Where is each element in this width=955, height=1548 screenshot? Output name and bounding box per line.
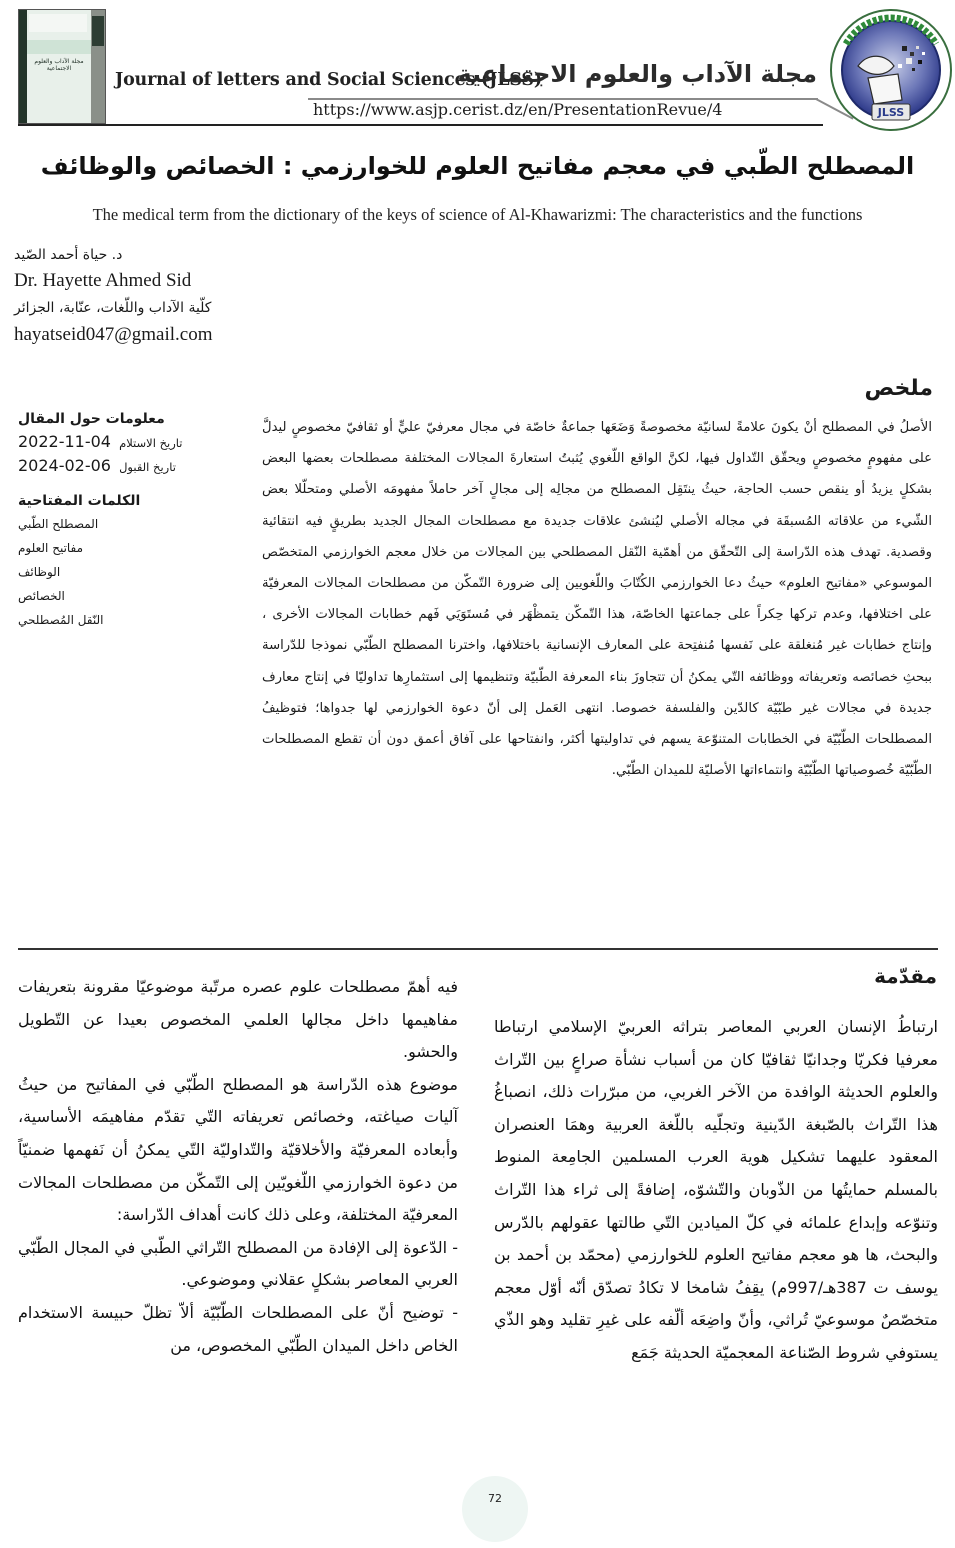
keyword-item: مفاتيح العلوم [18,541,84,555]
objective-item: - توضيح أنّ على المصطلحات الطّبّيّة ألاّ تظلّ حبيسة الاستخدام الخاص داخل الميدان الطّبّي المخصوص، من [18,1302,458,1355]
svg-text:JLSS: JLSS [877,106,905,119]
abstract-body: الأصلُ في المصطلح أنْ يكونَ علامةً لسانيّة مخصوصةً وَضَعَها جماعةٌ خاصّة في مجال معرفيّ عليٍّ أو ثقافيّ مخصوصٍ ليدلَّ على مفهومٍ مخصوصٍ ويحقّق التّداول فيها، لكنَّ الواقع اللّغوي يُثبتُ استعارةَ المجالات المختلفة مصطلحات بعضها البعض بشكلٍ يزيدُ أو ينقص حسب الحاجة، حيثُ ينتَقِل المصطلح من مجالِه إلى مجالٍ آخر حاملاً مفهومَه الأصلي ومتحلّلا بعض الشّيء من علاقاته المُسبقَة في مجاله الأصلي ليُنشئ علاقات جديدة مع مصطلحات المجال الجديد بطريقٍ فيه انتقائية وقصدية. تهدف هذه الدّراسة إلى التّحقّق من أهمّية النّقل المصطلحي بين المجالات من خلال معجم الخوارزمي المتخصّص الموسوعي «مفاتيح العلوم» حيثُ دعا الخوارزمي الكُتّابَ واللّغويين إلى ضرورة التّمكّن من مصطلحات المجالات المعرفيّة على اختلافها، وعدم تركها حِكراً على جماعتها الخاصّة، هذا التّمكّن يتمظْهَر في مُستَوَيَي فَهم خطابات المجالات الأخرى ، وإنتاج خطابات غير مُنغلقة على نَفسها مُنفتِحة على المعارف الإنسانية باختلافها، واخترنا المصطلح الطّبّي نموذجا للدّراسة ببحثِ خصائصه وتعريفاته ووظائفه التّي يمكنُ أن تتجاوزَ بناء المعرفة الطّبيّة وتنظيمها إلى استثمارِها تداوليّا في إنتاج معارف جديدة في مجالات غير طبّيّة كالدّين والفلسفة خصوصا. انتهى العَمل إلى أنّ دعوة الخوارزمي لها جدواها؛ فتوظيفُ المصطلحات الطّبّيّة في الخطابات المتنوّعة يسهم في تداوليتها أكثر، وانفتاحها على آفاق أعمق دون أن تقطع المصطلحات الطّبّيّة خُصوصياتها الطّبّيّة وانتماءاتها الأصليّة للميدان الطّبّي. [262,420,932,779]
received-date-row [18,430,218,454]
author-email-link[interactable]: hayatseid047@gmail.com [14,324,213,345]
journal-cover-thumbnail [18,9,106,124]
body-paragraph: ارتباطُ الإنسان العربي المعاصر بتراثه العربيّ الإسلامي ارتباطا معرفيا فكريّا وجدانيّا ثقافيّا كان من أسباب نشأة صراعٍ بين التّراث والعلوم الحديثة الوافدة من الآخر الغربي، من مبرّرات ذلك، انصباغُ هذا التّراث بالصّبغة الدّينية وتجلّيه باللّغة العربية وهمَا العنصران المعقود عليهما تشكيل هوية العرب المسلمين الجامِعة المنوط بالمسلم حمايتُها من الذّوبان والتّشوّه، إضافةً إلى ثراء هذا التّراث وتنوّعه وإبداع علمائه في كلّ الميادين التّي طالتها عقولهم بالدّرس والبحث، ها هو معجم مفاتيح العلوم للخوارزمي (محمّد بن أحمد بن يوسف ت 387هـ/997م) يقِفُ شامخا لا تكادُ تصدّق أنّه أوّل معجم متخصّصٌ موسوعيّ تُراثي، وأنّ واضِعَه ألّفه على غيرِ تقليد وهو الذّي يستوفي شروط الصّناعة المعجميّة الحديثة جَمَع [494,1017,939,1362]
body-paragraph: موضوع هذه الدّراسة هو المصطلح الطّبّي في المفاتيح من حيثُ آليات صياغته، وخصائص تعريفاته التّي تقدّم مفاهيمَه الأساسية، وأبعاده المعرفيّة والأخلاقيّة والتّداوليّة التّي يمكنُ أن نَفهمها ضمنيّاً من دعوة الخوارزمي اللّغويّين إلى التّمكّن من مصطلحات المجالات المعرفيّة المختلفة، وعلى ذلك كانت أهداف الدّراسة: [18,1074,458,1225]
keywords-heading: الكلمات المفتاحية [18,493,141,509]
received-date: 2022-11-04 [18,432,111,451]
journal-logo-icon [828,4,954,138]
author-name-en: Dr. Hayette Ahmed Sid [14,270,192,291]
received-label: تاريخ الاستلام [119,436,183,450]
author-name-ar: د. حياة أحمد الصّيد [14,247,123,263]
cover-header-strip [29,14,87,32]
keyword-item: الوظائف [18,565,61,579]
article-info-panel [18,408,218,632]
accepted-date-row [18,454,218,478]
keyword-item: المصطلح الطّبي [18,517,99,531]
journal-name-ar: مجلة الآداب والعلوم الاجتماعية [457,60,817,88]
body-column-left [18,971,458,1362]
article-title-ar: المصطلح الطّبي في معجم مفاتيح العلوم للخوارزمي : الخصائص والوظائف [40,152,915,180]
introduction-heading: مقدّمة [874,964,937,988]
author-block [14,243,314,349]
page-number: 72 [462,1476,528,1542]
author-affiliation: كلّية الآداب واللّغات، عنّابة، الجزائر [14,300,212,316]
article-title-en: The medical term from the dictionary of the keys of science of Al-Khawarizmi: The characteristics and the functions [92,205,863,224]
journal-name-en: Journal of letters and Social Sciences (JLSS) [115,70,542,90]
header-rule-black [18,124,823,126]
cover-title: مجلة الآداب والعلوم الاجتماعية [34,58,84,72]
accepted-date: 2024-02-06 [18,456,111,475]
section-divider [18,948,938,950]
cover-band [27,40,91,54]
cover-side-strip [92,16,104,46]
body-paragraph: فيه أهمّ مصطلحات علوم عصره مرتّبة موضوعيّا مقرونة بتعريفات مفاهيمها داخل مجالها العلمي المخصوص بعيدا عن التّطويل والحشو. [18,977,458,1062]
objective-item: - الدّعوة إلى الإفادة من المصطلح التّراثي الطّبي في المجال الطّبّي العربي المعاصر بشكلٍ عقلاني وموضوعي. [18,1237,458,1290]
abstract-heading: ملخص [864,376,933,401]
keyword-item: النّقل المُصطلحي [18,613,104,627]
body-column-right [494,1011,938,1370]
article-info-heading: معلومات حول المقال [18,411,165,427]
journal-url-link[interactable]: https://www.asjp.cerist.dz/en/PresentationRevue/4 [313,100,723,119]
accepted-label: تاريخ القبول [119,460,176,474]
keyword-item: الخصائص [18,589,65,603]
